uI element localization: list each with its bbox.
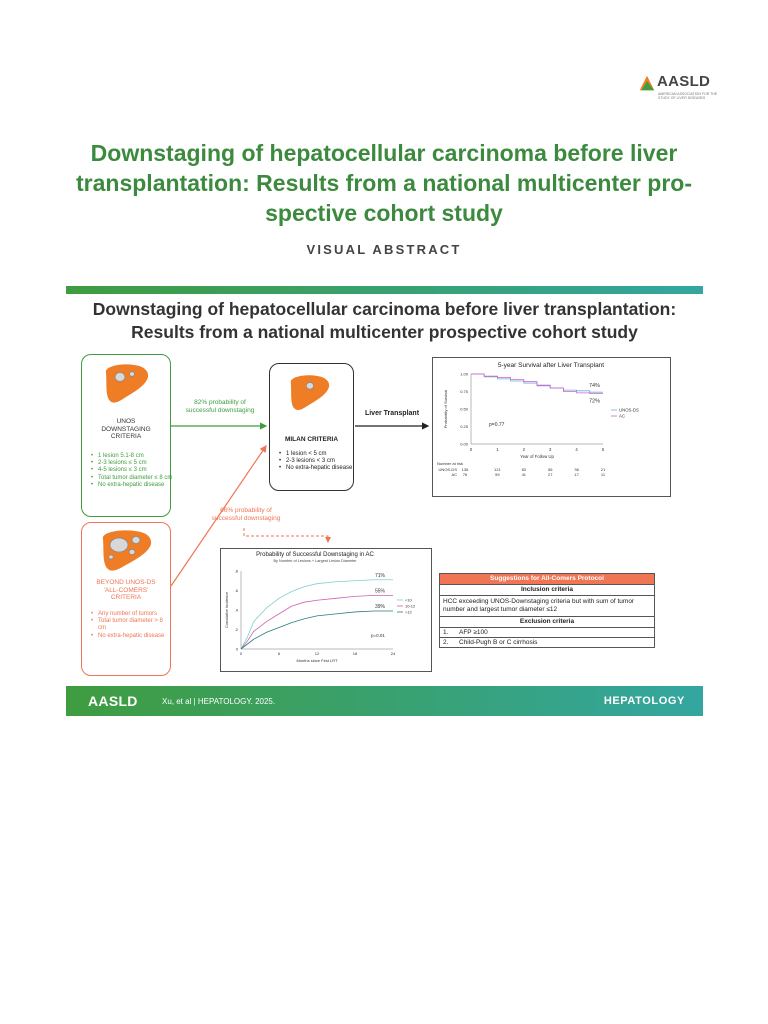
arrow-unos-label	[170, 399, 270, 414]
p-value: p=0.01	[371, 633, 385, 638]
x-tick-label: 0	[469, 447, 473, 452]
unos-title-line: CRITERIA	[110, 433, 142, 441]
footer-logo: AASLD	[88, 693, 138, 709]
x-tick-label: 24	[390, 651, 396, 656]
y-tick-label: .2	[234, 627, 238, 632]
ac-title-line: BEYOND UNOS-DS	[96, 579, 156, 586]
risk-cell: 121	[494, 467, 501, 472]
list-item: • 1 lesion < 5 cm	[286, 451, 358, 458]
y-tick-label: 1.00	[460, 371, 468, 377]
inclusion-title: Inclusion criteria	[440, 585, 654, 596]
chart-subtitle: By Number of Lesions + Largest Lesion Diameter	[273, 559, 357, 563]
p-value: p=0.77	[489, 422, 505, 428]
legend-entry: AC	[619, 413, 625, 419]
unos-title-line: UNOS	[116, 418, 136, 425]
risk-cell: 17	[574, 472, 579, 477]
exclusion-item-number: 1.	[443, 629, 449, 636]
unos-title-line: DOWNSTAGING	[101, 425, 151, 433]
end-label: 72%	[589, 398, 601, 405]
series-line-2	[241, 611, 393, 649]
y-tick-label: .8	[234, 568, 238, 574]
footer-citation: Xu, et al | HEPATOLOGY. 2025.	[162, 697, 276, 706]
legend-entry: 10-12	[405, 603, 416, 609]
risk-row-name: AC	[451, 472, 457, 477]
aasld-logo-mark-icon	[638, 74, 656, 92]
risk-cell: 41	[521, 472, 527, 477]
risk-cell: 21	[600, 467, 606, 472]
risk-cell: 27	[547, 472, 553, 477]
abstract-title: Downstaging of hepatocellular carcinoma before liver transplantation: Results from a national multicenter prospective cohort study	[92, 299, 677, 342]
list-item: • Total tumor diameter > 8 cm	[98, 618, 168, 632]
visual-abstract	[66, 286, 703, 716]
y-tick-label: 0.75	[460, 389, 468, 394]
y-tick-label: 0.25	[460, 424, 468, 429]
arrow-label-line: 66% probability of	[220, 507, 272, 514]
list-item: • No extra-hepatic disease	[98, 633, 168, 640]
x-tick-label: 6	[277, 651, 281, 656]
legend-entry: >12	[405, 609, 412, 615]
x-axis-label: Year of Follow Up	[520, 454, 554, 459]
arrow-label-line: 82% probability of	[194, 399, 246, 406]
survival-chart	[432, 357, 671, 497]
page-subtitle: VISUAL ABSTRACT	[306, 242, 462, 257]
risk-cell: 76	[462, 472, 468, 477]
end-label: 71%	[375, 572, 386, 579]
legend-entry: UNOS-DS	[619, 407, 639, 413]
arrow-ac-to-chart	[244, 528, 328, 542]
end-label: 74%	[589, 383, 601, 390]
aasld-logo-tagline: AMERICAN ASSOCIATION FOR THE STUDY OF LIVER DISEASES	[658, 92, 718, 100]
exclusion-item-text: Child-Pugh B or C cirrhosis	[459, 639, 538, 646]
list-item: • 2-3 lesions ≤ 5 cm	[98, 460, 176, 467]
list-item: • Any number of tumors	[98, 611, 168, 618]
risk-cell: 83	[521, 467, 527, 472]
list-item: • Total tumor diameter ≤ 8 cm	[98, 475, 176, 482]
inclusion-text: HCC exceeding UNOS-Downstaging criteria but with sum of tumor number and largest tumor diameter ≤12	[440, 596, 654, 617]
exclusion-title: Exclusion criteria	[440, 617, 654, 628]
y-tick-label: 0.50	[460, 406, 468, 412]
end-label: 39%	[375, 603, 386, 610]
y-tick-label: .4	[234, 607, 238, 613]
end-label: 55%	[375, 588, 386, 595]
legend-entry: <10	[405, 597, 412, 603]
x-axis-label: Months since First LRT	[296, 658, 338, 663]
y-tick-label: 0	[235, 646, 238, 652]
series-line-0	[241, 580, 393, 649]
exclusion-item-text: AFP ≥100	[459, 629, 488, 636]
milan-criteria-title: MILAN CRITERIA	[284, 436, 339, 443]
risk-row-name: UNOS-DS	[438, 467, 457, 472]
list-item: • No extra-hepatic disease	[98, 482, 176, 489]
x-tick-label: 2	[522, 447, 525, 452]
risk-cell: 36	[574, 467, 579, 472]
arrow-lt-label: Liver Transplant	[364, 410, 420, 417]
risk-cell: 59	[495, 472, 500, 477]
page-title: Downstaging of hepatocellular carcinoma before liver transplantation: Results from a national multicenter pro-spective cohort study	[76, 140, 692, 226]
x-tick-label: 0	[239, 651, 243, 656]
chart-title: 5-year Survival after Liver Transplant	[497, 362, 605, 369]
arrow-label-line: successful downstaging	[211, 514, 281, 522]
x-tick-label: 12	[314, 651, 320, 656]
ac-title-line: CRITERIA	[110, 594, 142, 602]
exclusion-item	[440, 638, 654, 647]
x-tick-label: 4	[575, 447, 578, 452]
suggestions-header: Suggestions for All-Comers Protocol	[440, 574, 654, 585]
x-tick-label: 3	[549, 447, 552, 452]
aasld-logo-text: AASLD	[657, 73, 711, 90]
footer-journal: HEPATOLOGY	[603, 695, 685, 707]
list-item: • No extra-hepatic disease	[286, 465, 358, 472]
arrow-label-line: successful downstaging	[185, 406, 255, 414]
y-tick-label: .6	[234, 588, 238, 593]
x-tick-label: 18	[352, 651, 358, 656]
arrow-ac-label	[196, 507, 296, 522]
x-tick-label: 1	[496, 447, 499, 452]
list-item: • 2-3 lesions < 3 cm	[286, 458, 358, 465]
downstaging-chart	[220, 548, 432, 672]
exclusion-item-number: 2.	[443, 639, 449, 646]
risk-table-title: Number at risk	[437, 461, 464, 466]
abstract-footer	[66, 686, 703, 716]
y-axis-label: Probability of Survival	[443, 389, 448, 429]
chart-title: Probability of Successful Downstaging in AC	[256, 552, 374, 558]
y-axis-label: Cumulative Incidence	[225, 591, 229, 629]
series-line-1	[241, 595, 393, 649]
list-item: • 4-5 lesions ≤ 3 cm	[98, 467, 176, 474]
risk-cell: 56	[547, 467, 553, 472]
risk-cell: 136	[461, 467, 469, 472]
x-tick-label: 5	[601, 447, 605, 452]
list-item: • 1 lesion 5.1-8 cm	[98, 453, 176, 460]
y-tick-label: 0.00	[460, 441, 468, 447]
exclusion-item	[440, 628, 654, 638]
aasld-logo	[638, 72, 718, 104]
suggestions-table	[439, 573, 655, 648]
ac-title-line: 'ALL-COMERS'	[103, 586, 149, 594]
risk-cell: 11	[600, 472, 606, 477]
